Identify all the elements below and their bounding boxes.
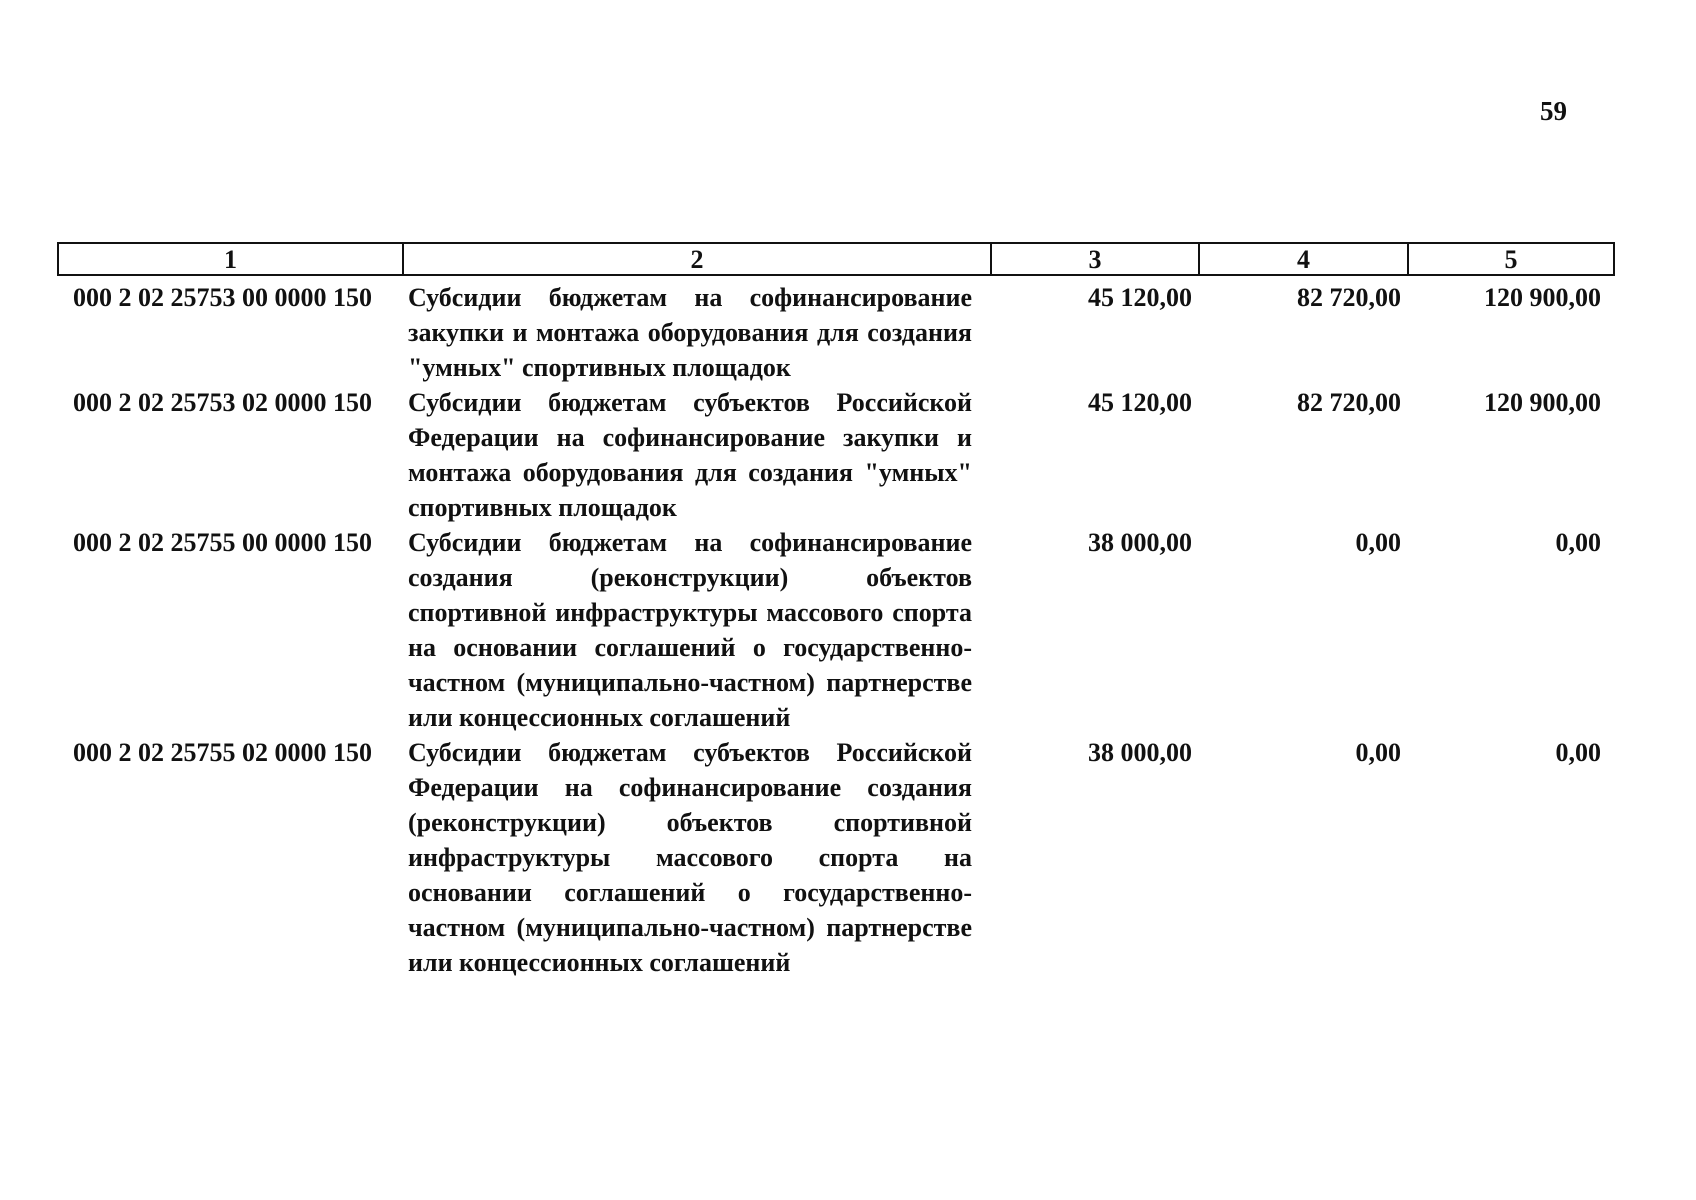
- amount-col5: 0,00: [1555, 738, 1601, 767]
- amount-col4: 0,00: [1355, 528, 1401, 557]
- row-description: Субсидии бюджетам на софинансирование создания (реконструкции) объектов спортивной инфраструктуры массового спорта на основании соглашений о государственно-частном (муниципально-частном) партнерстве или концессионных соглашений: [408, 528, 972, 732]
- column-header-2: 2: [404, 244, 992, 274]
- table-row: [57, 280, 1615, 385]
- row-description: Субсидии бюджетам субъектов Российской Федерации на софинансирование создания (реконструкции) объектов спортивной инфраструктуры массового спорта на основании соглашений о государственно-частном (муниципально-частном) партнерстве или концессионных соглашений: [408, 738, 972, 977]
- amount-col5: 120 900,00: [1484, 283, 1601, 312]
- row-description: Субсидии бюджетам субъектов Российской Федерации на софинансирование закупки и монтажа оборудования для создания "умных" спортивных площадок: [408, 388, 972, 522]
- row-description: Субсидии бюджетам на софинансирование закупки и монтажа оборудования для создания "умных" спортивных площадок: [408, 283, 972, 382]
- amount-col5: 120 900,00: [1484, 388, 1601, 417]
- table-row: [57, 385, 1615, 525]
- budget-code: 000 2 02 25755 02 0000 150: [73, 738, 372, 767]
- amount-col3: 45 120,00: [1088, 283, 1192, 312]
- column-header-3: 3: [992, 244, 1200, 274]
- table-body: [57, 280, 1615, 980]
- amount-col3: 45 120,00: [1088, 388, 1192, 417]
- amount-col5: 0,00: [1555, 528, 1601, 557]
- table-header-row: [57, 242, 1615, 276]
- amount-col4: 82 720,00: [1297, 388, 1401, 417]
- amount-col4: 0,00: [1355, 738, 1401, 767]
- page-number: 59: [1540, 96, 1567, 126]
- table-row: [57, 525, 1615, 735]
- table-row: [57, 735, 1615, 980]
- amount-col3: 38 000,00: [1088, 738, 1192, 767]
- column-header-1: 1: [59, 244, 404, 274]
- budget-code: 000 2 02 25755 00 0000 150: [73, 528, 372, 557]
- amount-col4: 82 720,00: [1297, 283, 1401, 312]
- column-header-5: 5: [1504, 245, 1518, 274]
- budget-code: 000 2 02 25753 00 0000 150: [73, 283, 372, 312]
- amount-col3: 38 000,00: [1088, 528, 1192, 557]
- budget-code: 000 2 02 25753 02 0000 150: [73, 388, 372, 417]
- column-header-4: 4: [1200, 244, 1409, 274]
